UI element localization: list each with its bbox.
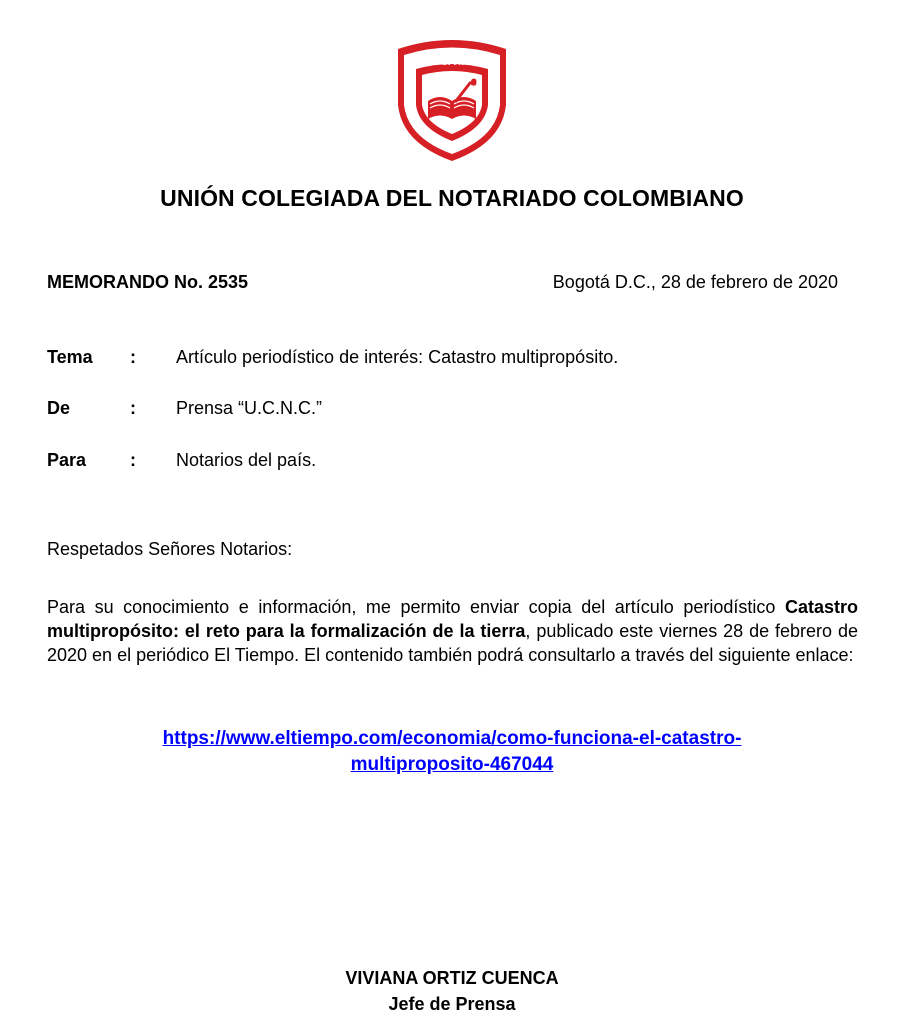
memo-field-colon: : (130, 450, 136, 470)
article-title: Catastro multipropósito: el reto para la formalización de la tierra (47, 597, 858, 641)
article-link-line-1[interactable]: https://www.eltiempo.com/economia/como-funciona-el-catastro- (162, 728, 742, 749)
memo-field-label: De (47, 398, 71, 418)
greeting: Respetados Señores Notarios: (47, 539, 293, 559)
memo-field-colon: : (130, 347, 136, 367)
article-link-line-2[interactable]: multiproposito-467044 (350, 754, 554, 775)
ucnc-logo (390, 35, 514, 163)
memo-date: Bogotá D.C., 28 de febrero de 2020 (552, 272, 838, 292)
body-paragraph (47, 595, 858, 667)
memo-field-label: Tema (47, 347, 93, 367)
signer-name: VIVIANA ORTIZ CUENCA (345, 968, 559, 988)
memo-field-value: Artículo periodístico de interés: Catastro multipropósito. (176, 347, 619, 367)
article-link[interactable] (0, 726, 904, 778)
organization-title: UNIÓN COLEGIADA DEL NOTARIADO COLOMBIANO (160, 185, 744, 211)
body-intro: Para su conocimiento e información, me permito enviar copia del artículo periodístico (47, 597, 785, 617)
signer-title: Jefe de Prensa (388, 994, 516, 1014)
memo-field-label: Para (47, 450, 87, 470)
memo-field-value: Prensa “U.C.N.C.” (176, 398, 323, 418)
memo-field-colon: : (130, 398, 136, 418)
memo-number: MEMORANDO No. 2535 (47, 272, 249, 292)
logo-initials: U. C. N. C. (426, 56, 478, 68)
body-rest: , publicado este viernes 28 de febrero de 2020 en el periódico El Tiempo. El contenido también podrá consultarlo a través del siguiente enlace: (47, 621, 859, 665)
memo-field-value: Notarios del país. (176, 450, 317, 470)
